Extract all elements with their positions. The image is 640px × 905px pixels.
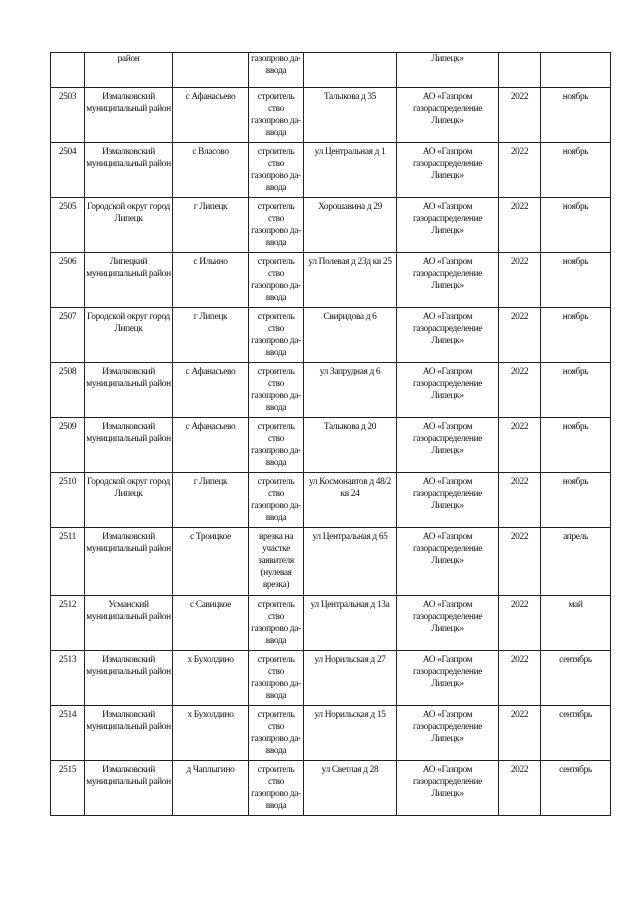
- cell-num: 2511: [51, 528, 85, 596]
- cell-work-type: строитель ство газопрово да-ввода: [249, 363, 304, 418]
- cell-address: ул Полевая д 23д кв 25: [304, 253, 397, 308]
- cell-year: 2022: [499, 528, 541, 596]
- cell-num: 2507: [51, 308, 85, 363]
- cell-month: ноябрь: [541, 88, 611, 143]
- cell-num: 2512: [51, 596, 85, 651]
- table-body: [51, 53, 611, 816]
- cell-organization: АО «Газпром газораспределение Липецк»: [397, 143, 499, 198]
- cell-address: ул Космонавтов д 48/2 кв 24: [304, 473, 397, 528]
- cell-organization: АО «Газпром газораспределение Липецк»: [397, 528, 499, 596]
- cell-month: апрель: [541, 528, 611, 596]
- cell-locality: г Липецк: [173, 308, 249, 363]
- cell-work-type: врезка на участке заявителя (нулевая врезка): [249, 528, 304, 596]
- cell-address: Талыкова д 35: [304, 88, 397, 143]
- cell-locality: с Афанасьево: [173, 418, 249, 473]
- cell-locality: с Ильино: [173, 253, 249, 308]
- cell-year: [499, 53, 541, 88]
- cell-locality: с Афанасьево: [173, 88, 249, 143]
- cell-year: 2022: [499, 473, 541, 528]
- cell-locality: с Афанасьево: [173, 363, 249, 418]
- cell-district: Измалковский муниципальный район: [85, 143, 173, 198]
- table-row: [51, 53, 611, 88]
- cell-organization: АО «Газпром газораспределение Липецк»: [397, 88, 499, 143]
- document-table: [50, 52, 611, 816]
- table-row: [51, 596, 611, 651]
- cell-month: ноябрь: [541, 143, 611, 198]
- cell-locality: г Липецк: [173, 473, 249, 528]
- table-row: [51, 651, 611, 706]
- table-row: [51, 308, 611, 363]
- cell-year: 2022: [499, 143, 541, 198]
- cell-organization: АО «Газпром газораспределение Липецк»: [397, 363, 499, 418]
- cell-organization: АО «Газпром газораспределение Липецк»: [397, 473, 499, 528]
- cell-district: Измалковский муниципальный район: [85, 363, 173, 418]
- cell-work-type: строитель ство газопрово да-ввода: [249, 198, 304, 253]
- table-row: [51, 761, 611, 816]
- cell-district: Измалковский муниципальный район: [85, 528, 173, 596]
- cell-num: 2505: [51, 198, 85, 253]
- cell-address: ул Центральная д 65: [304, 528, 397, 596]
- cell-year: 2022: [499, 253, 541, 308]
- cell-num: 2504: [51, 143, 85, 198]
- cell-locality: д Чаплыгино: [173, 761, 249, 816]
- cell-year: 2022: [499, 651, 541, 706]
- cell-num: 2514: [51, 706, 85, 761]
- cell-locality: х Бухолдино: [173, 706, 249, 761]
- cell-address: ул Светлая д 28: [304, 761, 397, 816]
- cell-num: 2510: [51, 473, 85, 528]
- cell-organization: АО «Газпром газораспределение Липецк»: [397, 253, 499, 308]
- cell-year: 2022: [499, 363, 541, 418]
- cell-work-type: строитель ство газопрово да-ввода: [249, 706, 304, 761]
- cell-work-type: строитель ство газопрово да-ввода: [249, 253, 304, 308]
- cell-address: Свиридова д 6: [304, 308, 397, 363]
- cell-district: район: [85, 53, 173, 88]
- cell-organization: АО «Газпром газораспределение Липецк»: [397, 418, 499, 473]
- cell-year: 2022: [499, 418, 541, 473]
- table-row: [51, 418, 611, 473]
- cell-num: 2513: [51, 651, 85, 706]
- table-row: [51, 528, 611, 596]
- cell-address: ул Норильская д 27: [304, 651, 397, 706]
- cell-district: Измалковский муниципальный район: [85, 706, 173, 761]
- cell-locality: [173, 53, 249, 88]
- cell-address: Талыкова д 20: [304, 418, 397, 473]
- cell-organization: АО «Газпром газораспределение Липецк»: [397, 308, 499, 363]
- cell-district: Городской округ город Липецк: [85, 198, 173, 253]
- cell-district: Липецкий муниципальный район: [85, 253, 173, 308]
- cell-num: 2515: [51, 761, 85, 816]
- table-row: [51, 88, 611, 143]
- cell-work-type: газопрово да-ввода: [249, 53, 304, 88]
- cell-organization: АО «Газпром газораспределение Липецк»: [397, 761, 499, 816]
- cell-district: Городской округ город Липецк: [85, 473, 173, 528]
- table-row: [51, 473, 611, 528]
- cell-num: 2506: [51, 253, 85, 308]
- cell-year: 2022: [499, 596, 541, 651]
- table-row: [51, 253, 611, 308]
- cell-address: [304, 53, 397, 88]
- cell-address: ул Центральная д 1: [304, 143, 397, 198]
- cell-num: 2509: [51, 418, 85, 473]
- cell-month: ноябрь: [541, 198, 611, 253]
- cell-year: 2022: [499, 308, 541, 363]
- cell-num: 2503: [51, 88, 85, 143]
- cell-locality: с Савицкое: [173, 596, 249, 651]
- cell-work-type: строитель ство газопрово да-ввода: [249, 651, 304, 706]
- cell-work-type: строитель ство газопрово да-ввода: [249, 596, 304, 651]
- cell-address: ул Центральная д 13а: [304, 596, 397, 651]
- cell-district: Измалковский муниципальный район: [85, 761, 173, 816]
- cell-month: сентябрь: [541, 706, 611, 761]
- table-row: [51, 198, 611, 253]
- table-row: [51, 143, 611, 198]
- cell-month: ноябрь: [541, 253, 611, 308]
- cell-year: 2022: [499, 198, 541, 253]
- cell-locality: с Власово: [173, 143, 249, 198]
- cell-work-type: строитель ство газопрово да-ввода: [249, 308, 304, 363]
- table-row: [51, 363, 611, 418]
- cell-organization: АО «Газпром газораспределение Липецк»: [397, 706, 499, 761]
- cell-year: 2022: [499, 88, 541, 143]
- cell-organization: АО «Газпром газораспределение Липецк»: [397, 651, 499, 706]
- cell-month: ноябрь: [541, 473, 611, 528]
- cell-month: сентябрь: [541, 761, 611, 816]
- cell-locality: г Липецк: [173, 198, 249, 253]
- cell-month: май: [541, 596, 611, 651]
- table-row: [51, 706, 611, 761]
- cell-locality: х Бухолдино: [173, 651, 249, 706]
- cell-year: 2022: [499, 761, 541, 816]
- cell-month: ноябрь: [541, 418, 611, 473]
- cell-num: [51, 53, 85, 88]
- cell-address: ул Норильская д 15: [304, 706, 397, 761]
- cell-locality: с Троицкое: [173, 528, 249, 596]
- cell-address: ул Запрудная д 6: [304, 363, 397, 418]
- cell-organization: АО «Газпром газораспределение Липецк»: [397, 198, 499, 253]
- cell-year: 2022: [499, 706, 541, 761]
- cell-work-type: строитель ство газопрово да-ввода: [249, 143, 304, 198]
- cell-district: Городской округ город Липецк: [85, 308, 173, 363]
- cell-organization: АО «Газпром газораспределение Липецк»: [397, 596, 499, 651]
- cell-month: [541, 53, 611, 88]
- cell-month: сентябрь: [541, 651, 611, 706]
- cell-work-type: строитель ство газопрово да-ввода: [249, 761, 304, 816]
- cell-num: 2508: [51, 363, 85, 418]
- cell-month: ноябрь: [541, 308, 611, 363]
- cell-address: Хорошавина д 29: [304, 198, 397, 253]
- cell-district: Усманский муниципальный район: [85, 596, 173, 651]
- cell-work-type: строитель ство газопрово да-ввода: [249, 473, 304, 528]
- cell-district: Измалковский муниципальный район: [85, 88, 173, 143]
- cell-district: Измалковский муниципальный район: [85, 418, 173, 473]
- cell-work-type: строитель ство газопрово да-ввода: [249, 88, 304, 143]
- cell-district: Измалковский муниципальный район: [85, 651, 173, 706]
- cell-month: ноябрь: [541, 363, 611, 418]
- cell-organization: Липецк»: [397, 53, 499, 88]
- cell-work-type: строитель ство газопрово да-ввода: [249, 418, 304, 473]
